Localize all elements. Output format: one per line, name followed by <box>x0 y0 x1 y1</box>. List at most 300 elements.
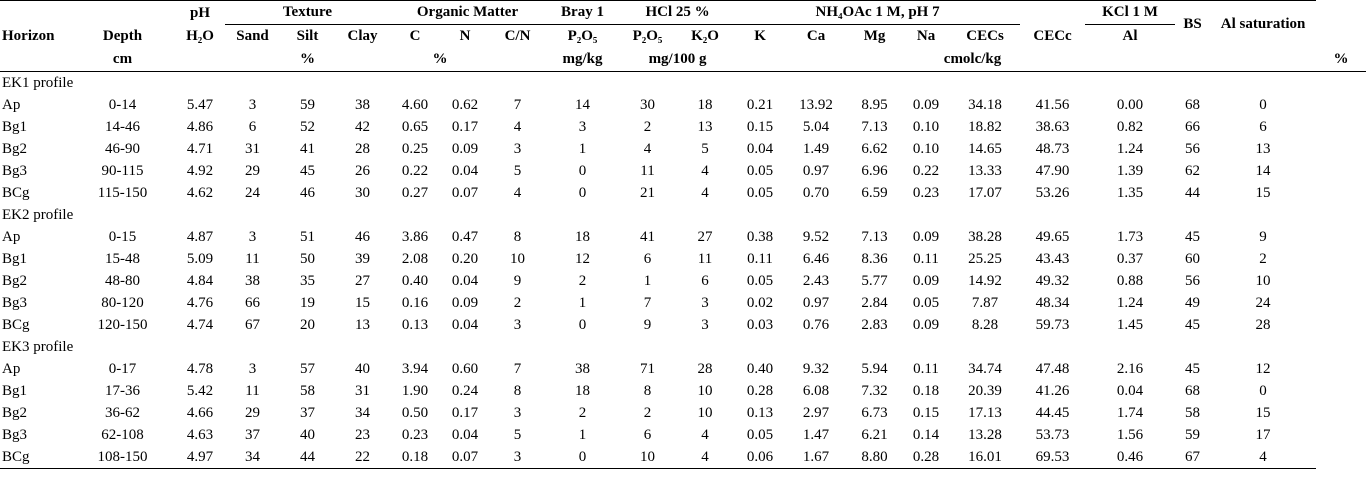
table-cell: 0.09 <box>912 97 940 113</box>
table-cell: 0.22 <box>401 163 429 179</box>
horizon-cell: Bg2 <box>2 405 28 421</box>
al-header: Al <box>1122 28 1138 44</box>
table-cell: 14 <box>1255 163 1271 179</box>
table-cell: 34.74 <box>968 361 1002 377</box>
table-cell: 0.05 <box>746 427 774 443</box>
table-cell: 49.32 <box>1035 273 1070 289</box>
texture-header: Texture <box>225 1 390 26</box>
table-cell: 41 <box>300 141 315 157</box>
table-cell: 0.15 <box>912 405 940 421</box>
table-cell: 2.97 <box>802 405 830 421</box>
table-cell: 3 <box>248 361 257 377</box>
horizon-cell: BCg <box>0 446 70 469</box>
table-cell: 53.73 <box>1035 427 1070 443</box>
table-cell: 67 <box>1175 446 1210 469</box>
table-cell: 45 <box>1185 361 1201 377</box>
table-cell: 21 <box>640 185 656 201</box>
table-cell: 13 <box>697 119 713 135</box>
table-row <box>0 402 1366 424</box>
bs-header: BS <box>1175 1 1210 49</box>
table-cell: 59 <box>1185 427 1201 443</box>
table-cell: 30 <box>355 185 370 201</box>
table-cell: 24 <box>245 185 260 201</box>
table-cell: 90-115 <box>101 163 144 179</box>
header-row-1 <box>0 1 1366 26</box>
table-cell: 13.33 <box>968 163 1002 179</box>
table-cell: 0.28 <box>902 446 950 469</box>
table-cell: 35 <box>300 273 315 289</box>
table-cell: 8.80 <box>847 446 902 469</box>
table-cell: 0.11 <box>913 251 939 267</box>
table-cell: 0-17 <box>108 361 137 377</box>
table-cell: 0.11 <box>913 361 939 377</box>
table-cell: 44 <box>280 446 335 469</box>
table-cell: 0.05 <box>912 295 940 311</box>
texture-unit: % <box>280 48 335 72</box>
table-row <box>0 380 1366 402</box>
table-cell: 1 <box>643 273 652 289</box>
table-cell: 7.87 <box>971 295 999 311</box>
table-cell: 5 <box>513 427 522 443</box>
table-cell: 0.28 <box>746 383 774 399</box>
table-cell: 0-15 <box>108 229 137 245</box>
table-cell: 0.60 <box>451 361 479 377</box>
table-cell: 4.87 <box>186 229 214 245</box>
table-cell: 27 <box>355 273 370 289</box>
table-cell: 1.56 <box>1116 427 1144 443</box>
table-cell: 4 <box>1210 446 1316 469</box>
c-header: C <box>409 28 421 44</box>
table-cell: 28 <box>355 141 370 157</box>
table-cell: 9.32 <box>802 361 830 377</box>
table-cell: 0.97 <box>802 163 830 179</box>
table-cell: 0.03 <box>746 317 774 333</box>
horizon-cell: Bg3 <box>2 427 28 443</box>
table-cell: 0.10 <box>912 141 940 157</box>
table-cell: 46 <box>355 229 370 245</box>
table-cell: 28 <box>1255 317 1271 333</box>
table-cell: 15 <box>1255 185 1271 201</box>
ca-header: Ca <box>806 28 826 44</box>
table-cell: 67 <box>245 317 260 333</box>
bray-p2o5-header: P₂O₅ <box>567 28 598 44</box>
table-cell: 3 <box>513 141 522 157</box>
table-cell: 5.47 <box>186 97 214 113</box>
table-cell: 8.36 <box>861 251 888 267</box>
table-cell: 6.08 <box>802 383 830 399</box>
horizon-header: Horizon <box>2 28 55 44</box>
table-cell: 22 <box>335 446 390 469</box>
table-cell: 56 <box>1185 141 1201 157</box>
table-cell: 0 <box>545 446 620 469</box>
table-cell: 45 <box>1185 317 1201 333</box>
table-cell: 0.17 <box>451 119 479 135</box>
table-cell: 6.73 <box>861 405 888 421</box>
table-cell: 11 <box>245 251 260 267</box>
horizon-cell: Bg1 <box>2 119 28 135</box>
clay-header: Clay <box>347 28 378 44</box>
table-cell: 18 <box>697 97 713 113</box>
table-cell: 5.42 <box>186 383 214 399</box>
table-cell: 58 <box>1185 405 1201 421</box>
table-cell: 0.09 <box>451 295 479 311</box>
table-cell: 71 <box>640 361 656 377</box>
al-saturation-header: Al saturation <box>1210 1 1316 49</box>
table-cell: 0.02 <box>746 295 774 311</box>
table-cell: 29 <box>245 163 260 179</box>
table-cell: 39 <box>355 251 370 267</box>
profile-row <box>0 204 1366 226</box>
table-cell: 38.28 <box>968 229 1002 245</box>
table-cell: 52 <box>300 119 315 135</box>
table-cell: 9 <box>513 273 522 289</box>
table-cell: 4.86 <box>186 119 214 135</box>
table-cell: 8 <box>643 383 652 399</box>
table-cell: 8 <box>513 383 522 399</box>
om-unit: % <box>390 48 490 72</box>
table-cell: 8 <box>513 229 522 245</box>
table-cell: 11 <box>245 383 260 399</box>
table-cell: 29 <box>245 405 260 421</box>
table-cell: 38.63 <box>1035 119 1070 135</box>
table-cell: 10 <box>1255 273 1271 289</box>
table-cell: 14 <box>575 97 591 113</box>
table-cell: 0.15 <box>746 119 774 135</box>
table-cell: 6 <box>643 251 652 267</box>
table-cell: 50 <box>300 251 315 267</box>
table-cell: 1.24 <box>1116 141 1144 157</box>
table-cell: 10 <box>697 383 713 399</box>
table-cell: 3 <box>248 229 257 245</box>
table-cell: 108-150 <box>70 446 175 469</box>
table-cell: 40 <box>355 361 370 377</box>
table-body <box>0 72 1366 469</box>
k-header: K <box>754 28 766 44</box>
horizon-cell: Ap <box>2 97 21 113</box>
table-row <box>0 424 1366 446</box>
horizon-cell: Bg2 <box>2 141 28 157</box>
bray1-header: Bray 1 <box>545 1 620 26</box>
table-cell: 59 <box>300 97 315 113</box>
table-cell: 0.97 <box>802 295 830 311</box>
table-cell: 14-46 <box>105 119 140 135</box>
table-cell: 15 <box>355 295 370 311</box>
table-cell: 3 <box>578 119 587 135</box>
table-cell: 18 <box>575 383 591 399</box>
table-cell: 0.10 <box>912 119 940 135</box>
mg-header: Mg <box>863 28 886 44</box>
table-row <box>0 116 1366 138</box>
horizon-cell: Bg2 <box>2 273 28 289</box>
table-cell: 24 <box>1255 295 1271 311</box>
table-cell: 41.26 <box>1035 383 1070 399</box>
table-cell: 0.23 <box>912 185 940 201</box>
table-cell: 4.71 <box>186 141 214 157</box>
table-cell: 37 <box>245 427 260 443</box>
table-cell: 2 <box>643 119 652 135</box>
table-cell: 3 <box>701 295 709 311</box>
table-cell: 18.82 <box>968 119 1002 135</box>
table-cell: 6 <box>248 119 257 135</box>
table-cell: 13.92 <box>799 97 833 113</box>
table-cell: 0.04 <box>1116 383 1144 399</box>
table-cell: 19 <box>300 295 315 311</box>
table-cell: 17.07 <box>968 185 1002 201</box>
table-cell: 0.24 <box>451 383 479 399</box>
table-cell: 0.13 <box>746 405 774 421</box>
table-cell: 1 <box>578 295 587 311</box>
horizon-cell: BCg <box>2 317 30 333</box>
table-cell: 9 <box>1259 229 1267 245</box>
table-cell: 13 <box>1255 141 1271 157</box>
table-cell: 41.56 <box>1035 97 1070 113</box>
table-cell: 0.07 <box>451 185 479 201</box>
table-cell: 13 <box>355 317 370 333</box>
cmol-unit: cmolc/kg <box>735 48 1210 72</box>
table-cell: 1.90 <box>401 383 429 399</box>
table-cell: 4.63 <box>186 427 214 443</box>
table-cell: 6.62 <box>861 141 888 157</box>
table-cell: 0.11 <box>747 251 773 267</box>
table-cell: 0.18 <box>390 446 440 469</box>
table-cell: 0.04 <box>451 273 479 289</box>
header-row-3 <box>0 48 1366 72</box>
table-row <box>0 358 1366 380</box>
table-cell: 7.13 <box>861 229 888 245</box>
table-cell: 53.26 <box>1035 185 1070 201</box>
table-cell: 48-80 <box>105 273 140 289</box>
table-cell: 0.20 <box>451 251 479 267</box>
table-cell: 4.74 <box>186 317 214 333</box>
depth-header: Depth <box>102 28 143 44</box>
table-cell: 2 <box>1259 251 1267 267</box>
table-cell: 1 <box>578 141 587 157</box>
table-cell: 0.21 <box>746 97 774 113</box>
n-header: N <box>459 28 471 44</box>
table-cell: 5.09 <box>186 251 214 267</box>
table-cell: 0 <box>578 163 587 179</box>
hcl-p2o5-header: P₂O₅ <box>632 28 663 44</box>
table-cell: 44.45 <box>1035 405 1070 421</box>
table-cell: 3 <box>490 446 545 469</box>
table-cell: 6.96 <box>861 163 888 179</box>
table-cell: 0.47 <box>451 229 479 245</box>
table-cell: 48.73 <box>1035 141 1070 157</box>
table-cell: 0.14 <box>912 427 940 443</box>
horizon-cell: Bg3 <box>2 295 28 311</box>
horizon-cell: Bg1 <box>2 251 28 267</box>
table-cell: 4 <box>701 163 709 179</box>
table-cell: 41 <box>640 229 656 245</box>
table-cell: 2.08 <box>401 251 429 267</box>
table-cell: 0 <box>578 317 587 333</box>
table-cell: 5.04 <box>802 119 830 135</box>
bray-unit: mg/kg <box>545 48 620 72</box>
table-cell: 68 <box>1185 383 1201 399</box>
table-cell: 0.18 <box>912 383 940 399</box>
header-row-2 <box>0 25 1366 48</box>
table-row <box>0 248 1366 270</box>
table-cell: 0.17 <box>451 405 479 421</box>
table-cell: 3 <box>248 97 257 113</box>
hcl-header: HCl 25 % <box>620 1 735 26</box>
table-cell: 0.04 <box>746 141 774 157</box>
table-row <box>0 94 1366 116</box>
table-cell: 31 <box>355 383 370 399</box>
table-cell: 9 <box>643 317 652 333</box>
table-cell: 60 <box>1185 251 1201 267</box>
cecs-header: CECs <box>966 28 1004 44</box>
table-cell: 10 <box>697 405 713 421</box>
table-cell: 58 <box>300 383 315 399</box>
table-cell: 1.35 <box>1116 185 1144 201</box>
profile-label: EK1 profile <box>2 75 74 91</box>
table-cell: 1.39 <box>1116 163 1144 179</box>
table-cell: 4.92 <box>186 163 214 179</box>
table-cell: 34.18 <box>968 97 1002 113</box>
table-cell: 68 <box>1185 97 1201 113</box>
table-cell: 20.39 <box>968 383 1002 399</box>
table-cell: 4 <box>701 185 709 201</box>
table-cell: 2.83 <box>861 317 888 333</box>
table-cell: 0.38 <box>746 229 774 245</box>
table-cell: 47.90 <box>1035 163 1070 179</box>
table-cell: 2 <box>513 295 522 311</box>
table-cell: 44 <box>1185 185 1201 201</box>
kcl-header: KCl 1 M <box>1085 1 1175 26</box>
table-cell: 1.67 <box>785 446 847 469</box>
table-cell: 25.25 <box>968 251 1002 267</box>
table-cell: 30 <box>640 97 656 113</box>
table-cell: 48.34 <box>1035 295 1070 311</box>
horizon-cell: BCg <box>2 185 30 201</box>
table-cell: 7 <box>643 295 652 311</box>
table-row <box>0 270 1366 292</box>
table-cell: 17 <box>1255 427 1271 443</box>
table-cell: 4.66 <box>186 405 214 421</box>
table-cell: 2.16 <box>1116 361 1144 377</box>
table-cell: 45 <box>300 163 315 179</box>
table-cell: 6 <box>701 273 709 289</box>
table-cell: 1 <box>578 427 587 443</box>
profile-label: EK3 profile <box>2 339 74 355</box>
hcl-unit: mg/100 g <box>620 48 735 72</box>
table-cell: 51 <box>300 229 315 245</box>
depth-unit: cm <box>70 48 175 72</box>
table-cell: 0.88 <box>1116 273 1144 289</box>
table-cell: 3.86 <box>401 229 429 245</box>
table-cell: 115-150 <box>97 185 148 201</box>
table-cell: 0.09 <box>451 141 479 157</box>
table-cell: 0.00 <box>1116 97 1144 113</box>
ph-header: pH <box>175 1 225 26</box>
table-cell: 27 <box>697 229 713 245</box>
table-cell: 4.84 <box>186 273 214 289</box>
table-cell: 0.13 <box>401 317 429 333</box>
table-cell: 0 <box>578 185 587 201</box>
table-cell: 1.47 <box>802 427 830 443</box>
table-cell: 120-150 <box>97 317 148 333</box>
table-cell: 47.48 <box>1035 361 1070 377</box>
table-cell: 6.46 <box>802 251 830 267</box>
table-cell: 4 <box>675 446 735 469</box>
table-cell: 14.65 <box>968 141 1002 157</box>
table-cell: 18 <box>575 229 591 245</box>
table-cell: 11 <box>697 251 713 267</box>
table-cell: 0.40 <box>746 361 774 377</box>
organic-matter-header: Organic Matter <box>390 1 545 26</box>
sand-header: Sand <box>236 28 269 44</box>
table-row <box>0 160 1366 182</box>
table-cell: 4 <box>513 119 522 135</box>
table-row <box>0 314 1366 336</box>
table-cell: 31 <box>245 141 260 157</box>
table-cell: 11 <box>640 163 655 179</box>
pct-unit: % <box>1316 48 1366 72</box>
table-cell: 0.27 <box>401 185 429 201</box>
table-cell: 4.76 <box>186 295 214 311</box>
table-cell: 0.05 <box>746 185 774 201</box>
table-cell: 4 <box>643 141 652 157</box>
table-cell: 7.13 <box>861 119 888 135</box>
table-cell: 0.23 <box>401 427 429 443</box>
table-cell: 26 <box>355 163 370 179</box>
table-row <box>0 226 1366 248</box>
table-cell: 0.25 <box>401 141 429 157</box>
table-cell: 0-14 <box>108 97 137 113</box>
table-cell: 6 <box>1259 119 1267 135</box>
horizon-cell: Bg1 <box>2 383 28 399</box>
table-row <box>0 138 1366 160</box>
table-cell: 2 <box>578 405 587 421</box>
table-cell: 12 <box>1255 361 1271 377</box>
table-cell: 0 <box>1259 97 1267 113</box>
table-cell: 0.62 <box>451 97 479 113</box>
table-cell: 3 <box>513 317 522 333</box>
cecc-header: CECc <box>1033 28 1072 44</box>
table-cell: 7 <box>513 361 522 377</box>
profile-row <box>0 72 1366 95</box>
table-cell: 38 <box>355 97 370 113</box>
horizon-cell: Ap <box>2 361 21 377</box>
table-cell: 17-36 <box>105 383 140 399</box>
table-cell: 38 <box>575 361 591 377</box>
table-cell: 15-48 <box>105 251 140 267</box>
horizon-cell: Bg3 <box>2 163 28 179</box>
table-cell: 15 <box>1255 405 1271 421</box>
table-cell: 45 <box>1185 229 1201 245</box>
table-cell: 2.43 <box>802 273 830 289</box>
table-cell: 0.05 <box>746 273 774 289</box>
table-cell: 59.73 <box>1035 317 1070 333</box>
table-cell: 69.53 <box>1020 446 1085 469</box>
table-cell: 0.70 <box>802 185 830 201</box>
table-row <box>0 292 1366 314</box>
table-cell: 9.52 <box>802 229 830 245</box>
table-cell: 66 <box>1185 119 1201 135</box>
table-cell: 0.06 <box>735 446 785 469</box>
table-cell: 3.94 <box>401 361 429 377</box>
table-cell: 17.13 <box>968 405 1002 421</box>
table-cell: 0.82 <box>1116 119 1144 135</box>
table-cell: 4.97 <box>175 446 225 469</box>
k2o-header: K₂O <box>691 28 719 44</box>
table-cell: 62-108 <box>101 427 144 443</box>
table-cell: 5.94 <box>861 361 888 377</box>
table-cell: 10 <box>510 251 525 267</box>
table-cell: 4 <box>701 427 709 443</box>
table-cell: 1.45 <box>1116 317 1144 333</box>
